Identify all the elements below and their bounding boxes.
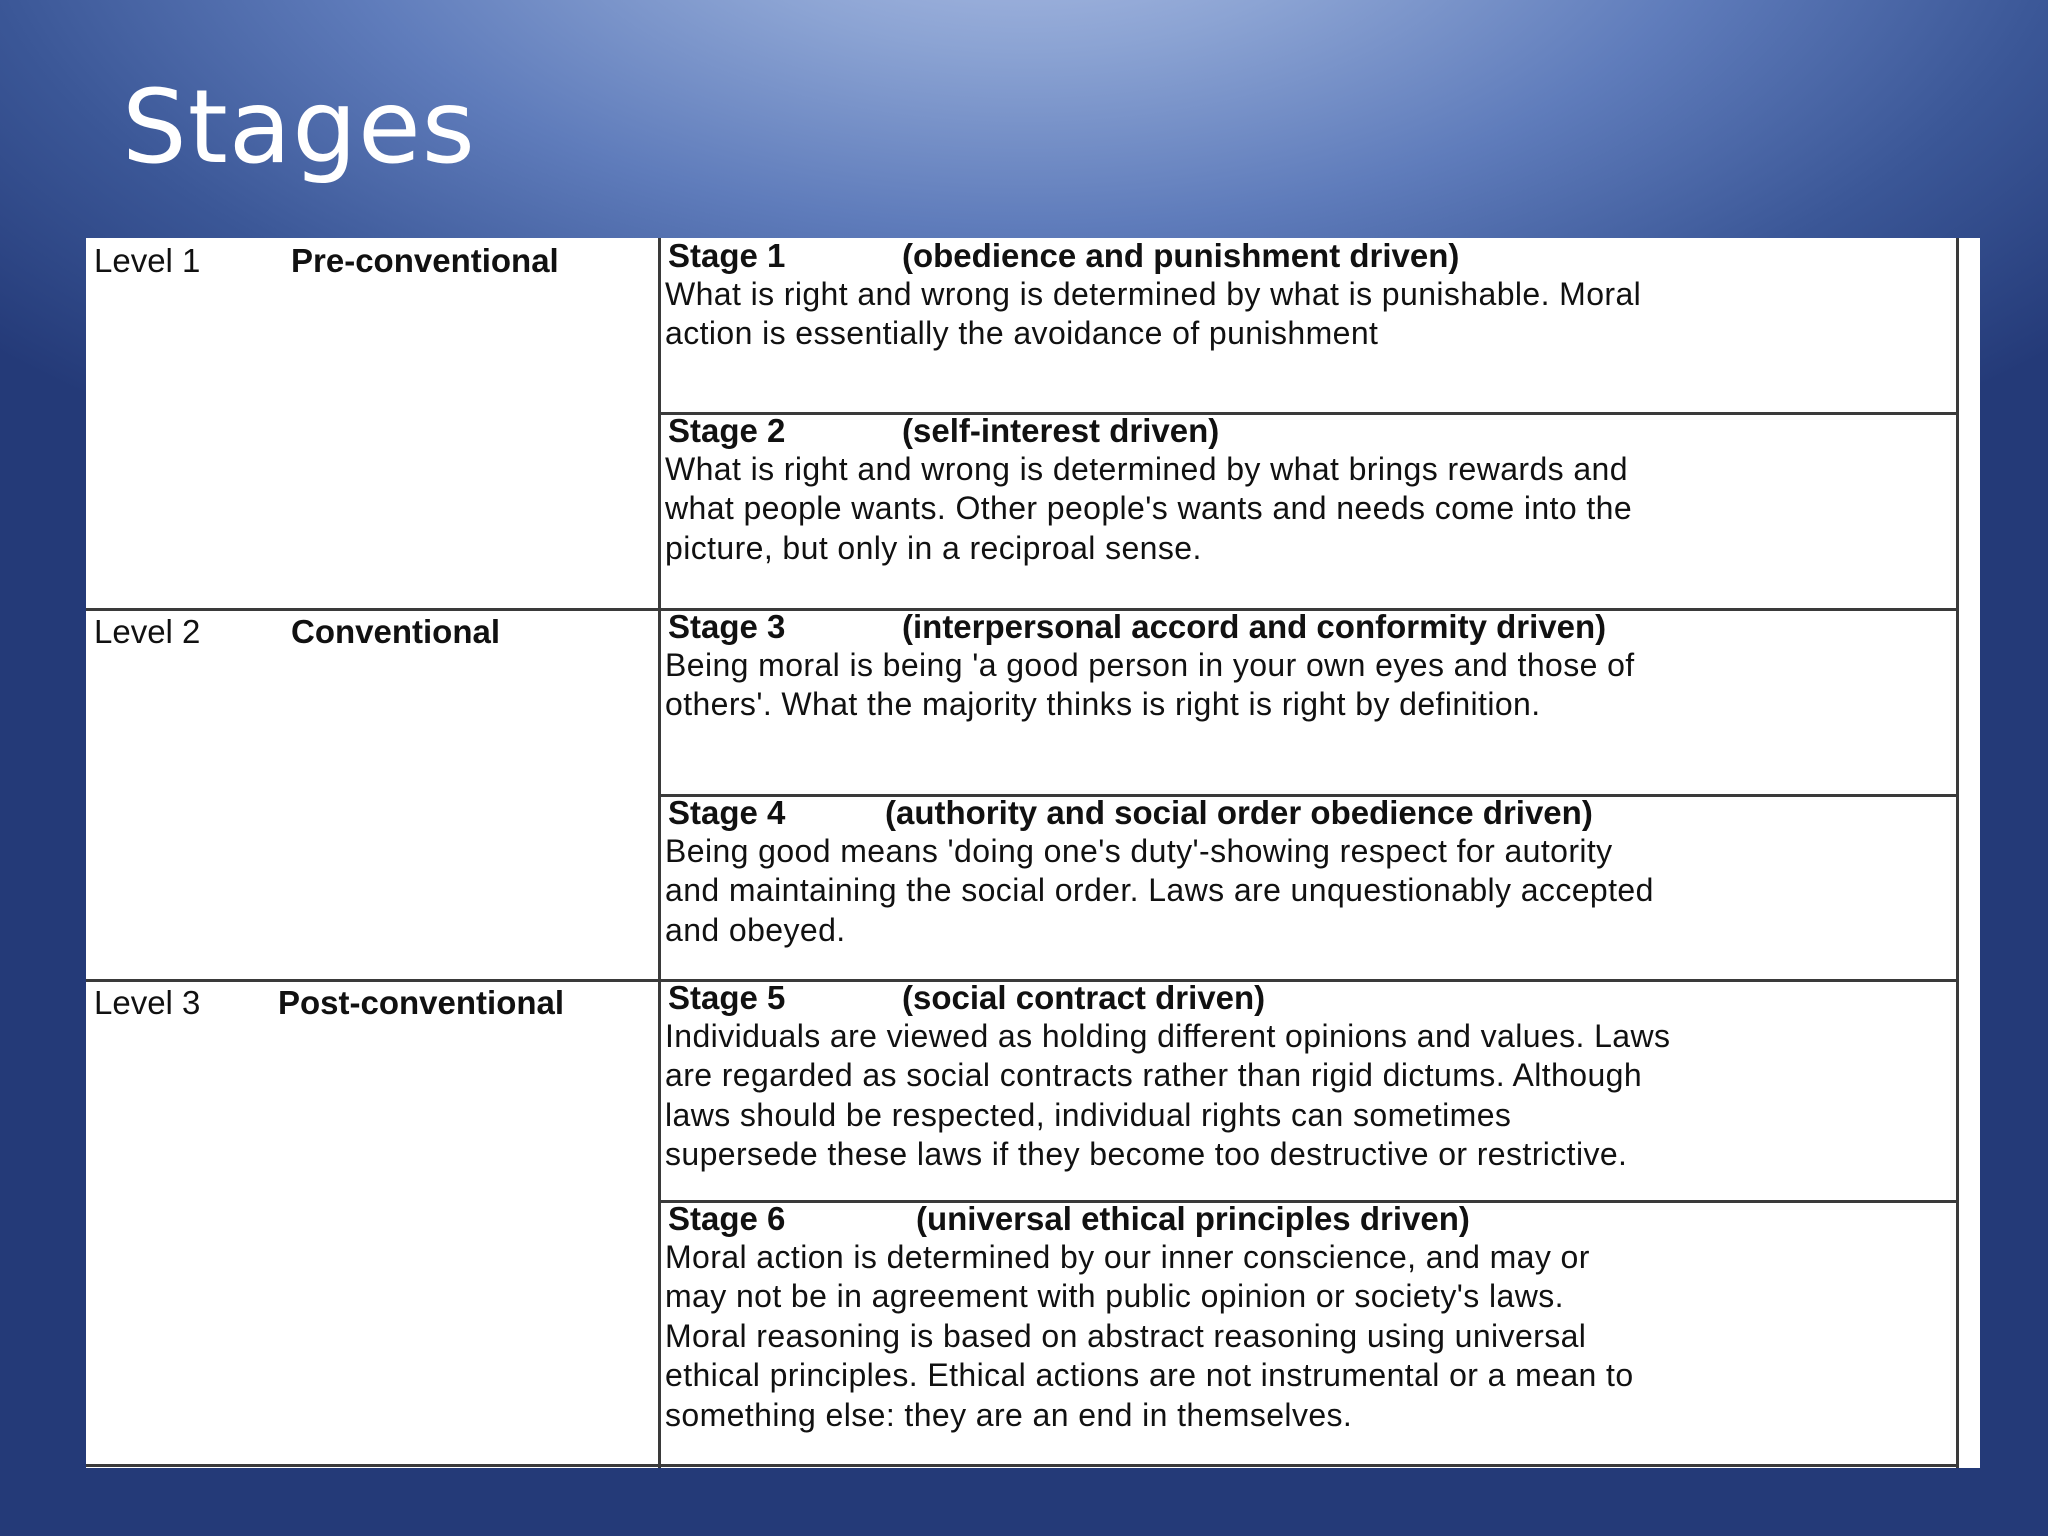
description-line: supersede these laws if they become too destructive or restrictive. [665,1136,1628,1173]
stage-name: Stage 6 [668,1200,786,1237]
stage-description [665,450,2038,568]
description-line: laws should be respected, individual rights can sometimes [665,1096,1512,1133]
description-line: action is essentially the avoidance of punishment [665,315,1379,352]
description-line: and maintaining the social order. Laws are unquestionably accepted [665,872,1654,909]
description-line: Being moral is being 'a good person in your own eyes and those of [665,647,1635,683]
level-name: Post-conventional [278,984,565,1021]
description-line: are regarded as social contracts rather than rigid dictums. Although [665,1057,1643,1094]
description-line: something else: they are an end in themselves. [665,1396,1353,1433]
stage-cell-2 [665,411,2038,568]
stage-description [665,275,2038,354]
stage-driver: (universal ethical principles driven) [916,1200,1470,1237]
description-line: What is right and wrong is determined by what is punishable. Moral [665,276,1642,312]
description-line: Moral action is determined by our inner conscience, and may or [665,1239,1590,1275]
stage-cell-1 [665,236,2038,354]
description-line: Being good means 'doing one's duty'-showing respect for autority [665,833,1613,869]
stage-name: Stage 1 [668,237,786,274]
stage-heading [668,236,2038,275]
stage-name: Stage 3 [668,608,786,645]
stage-heading [668,978,2038,1017]
stage-name: Stage 5 [668,979,786,1016]
level-label: Level 3 [94,984,201,1021]
level-label: Level 1 [94,242,201,279]
description-line: and obeyed. [665,911,846,948]
stage-description [665,646,2038,725]
description-line: picture, but only in a reciproal sense. [665,529,1202,566]
stage-description [665,1238,2038,1435]
stage-cell-5 [665,978,2038,1175]
stages-table [86,238,1980,1468]
stage-driver: (interpersonal accord and conformity driven) [902,608,1607,645]
bottom-border [86,1464,1959,1467]
level-name: Conventional [291,613,501,650]
stage-heading [668,1199,2038,1238]
description-line: others'. What the majority thinks is right is right by definition. [665,686,1541,723]
description-line: may not be in agreement with public opinion or society's laws. [665,1278,1564,1315]
slide-title: Stages [122,68,476,187]
description-line: ethical principles. Ethical actions are not instrumental or a mean to [665,1357,1634,1394]
description-line: what people wants. Other people's wants and needs come into the [665,490,1633,527]
stage-name: Stage 2 [668,412,786,449]
vertical-divider [658,238,661,1468]
stage-driver: (obedience and punishment driven) [902,237,1460,274]
level-name: Pre-conventional [291,242,559,279]
description-line: Moral reasoning is based on abstract reasoning using universal [665,1317,1587,1354]
stage-driver: (social contract driven) [902,979,1266,1016]
stage-heading [668,793,2038,832]
stage-description [665,832,2038,950]
stage-name: Stage 4 [668,794,786,831]
stage-description [665,1017,2038,1175]
stage-heading [668,411,2038,450]
description-line: What is right and wrong is determined by what brings rewards and [665,451,1628,487]
stage-driver: (self-interest driven) [902,412,1220,449]
description-line: Individuals are viewed as holding different opinions and values. Laws [665,1018,1671,1054]
stage-heading [668,607,2038,646]
level-label: Level 2 [94,613,201,650]
stage-cell-6 [665,1199,2038,1435]
stage-cell-3 [665,607,2038,725]
stage-cell-4 [665,793,2038,950]
stage-driver: (authority and social order obedience driven) [885,794,1593,831]
